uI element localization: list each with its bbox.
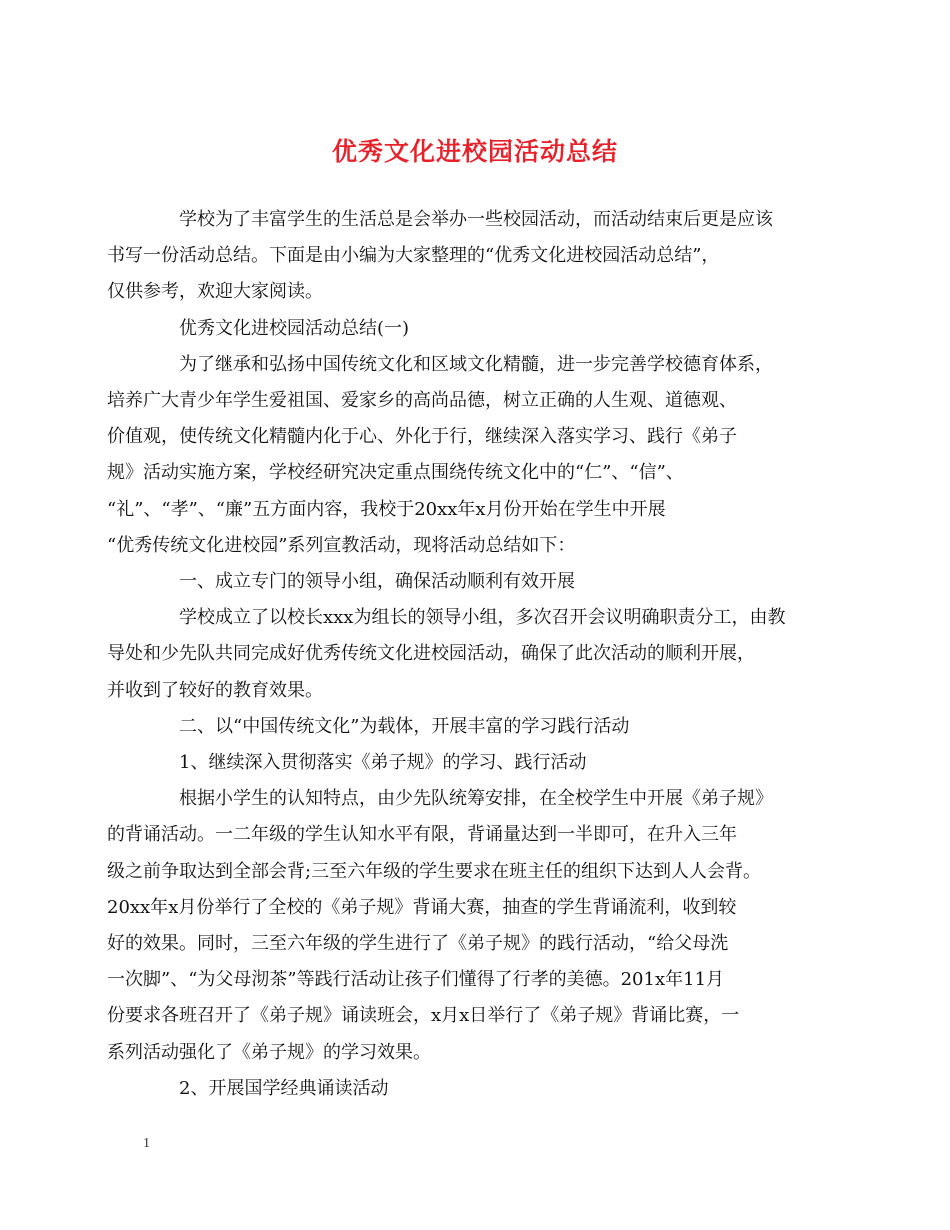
text-line: 级之前争取达到全部会背;三至六年级的学生要求在班主任的组织下达到人人会背。 xyxy=(107,860,762,882)
text-line: 一、成立专门的领导小组，确保活动顺利有效开展 xyxy=(179,571,575,593)
paragraph xyxy=(143,1071,811,1107)
document-title: 优秀文化进校园活动总结 xyxy=(331,137,618,166)
paragraph xyxy=(107,202,811,311)
text-line: 培养广大青少年学生爱祖国、爱家乡的高尚品德，树立正确的人生观、道德观、 xyxy=(107,390,737,412)
paragraph xyxy=(107,781,811,1071)
text-line: 书写一份活动总结。下面是由小编为大家整理的“优秀文化进校园活动总结”， xyxy=(107,245,720,267)
text-line: 20xx年x月份举行了全校的《弟子规》背诵大赛，抽查的学生背诵流利，收到较 xyxy=(107,896,737,918)
text-line: 价值观，使传统文化精髓内化于心、外化于行，继续深入落实学习、践行《弟子 xyxy=(107,426,737,448)
text-line: 根据小学生的认知特点，由少先队统筹安排，在全校学生中开展《弟子规》 xyxy=(179,788,773,810)
text-line: 为了继承和弘扬中国传统文化和区域文化精髓，进一步完善学校德育体系， xyxy=(179,353,773,375)
text-line: 导处和少先队共同完成好优秀传统文化进校园活动，确保了此次活动的顺利开展， xyxy=(107,643,755,665)
text-line: 二、以“中国传统文化”为载体，开展丰富的学习践行活动 xyxy=(179,715,630,737)
text-line: “优秀传统文化进校园”系列宣教活动，现将活动总结如下： xyxy=(107,534,576,556)
paragraph xyxy=(143,709,811,745)
document-body xyxy=(107,202,811,1107)
text-line: 学校为了丰富学生的生活总是会举办一些校园活动，而活动结束后更是应该 xyxy=(179,209,773,230)
text-line: 份要求各班召开了《弟子规》诵读班会，x月x日举行了《弟子规》背诵比赛，一 xyxy=(107,1005,740,1027)
text-line: 规》活动实施方案，学校经研究决定重点围绕传统文化中的“仁”、“信”、 xyxy=(107,462,684,484)
text-line: 1、继续深入贯彻落实《弟子规》的学习、践行活动 xyxy=(179,752,587,774)
text-line: “礼”、“孝”、“廉”五方面内容，我校于20xx年x月份开始在学生中开展 xyxy=(107,498,666,520)
text-line: 仅供参考，欢迎大家阅读。 xyxy=(107,281,323,303)
paragraph xyxy=(107,347,811,564)
paragraph xyxy=(143,745,811,781)
paragraph xyxy=(107,600,811,709)
text-line: 的背诵活动。一二年级的学生认知水平有限，背诵量达到一半即可，在升入三年 xyxy=(107,824,737,846)
text-line: 2、开展国学经典诵读活动 xyxy=(179,1077,389,1099)
text-line: 系列活动强化了《弟子规》的学习效果。 xyxy=(107,1041,431,1063)
text-line: 优秀文化进校园活动总结(一) xyxy=(179,317,410,339)
paragraph xyxy=(143,311,811,347)
paragraph xyxy=(143,564,811,600)
text-line: 一次脚”、“为父母沏茶”等践行活动让孩子们懂得了行孝的美德。201x年11月 xyxy=(107,969,725,991)
text-line: 并收到了较好的教育效果。 xyxy=(107,679,323,701)
text-line: 学校成立了以校长xxx为组长的领导小组，多次召开会议明确职责分工，由教 xyxy=(179,607,786,629)
text-line: 好的效果。同时，三至六年级的学生进行了《弟子规》的践行活动，“给父母洗 xyxy=(107,933,729,955)
page-number: 1 xyxy=(143,1136,150,1151)
